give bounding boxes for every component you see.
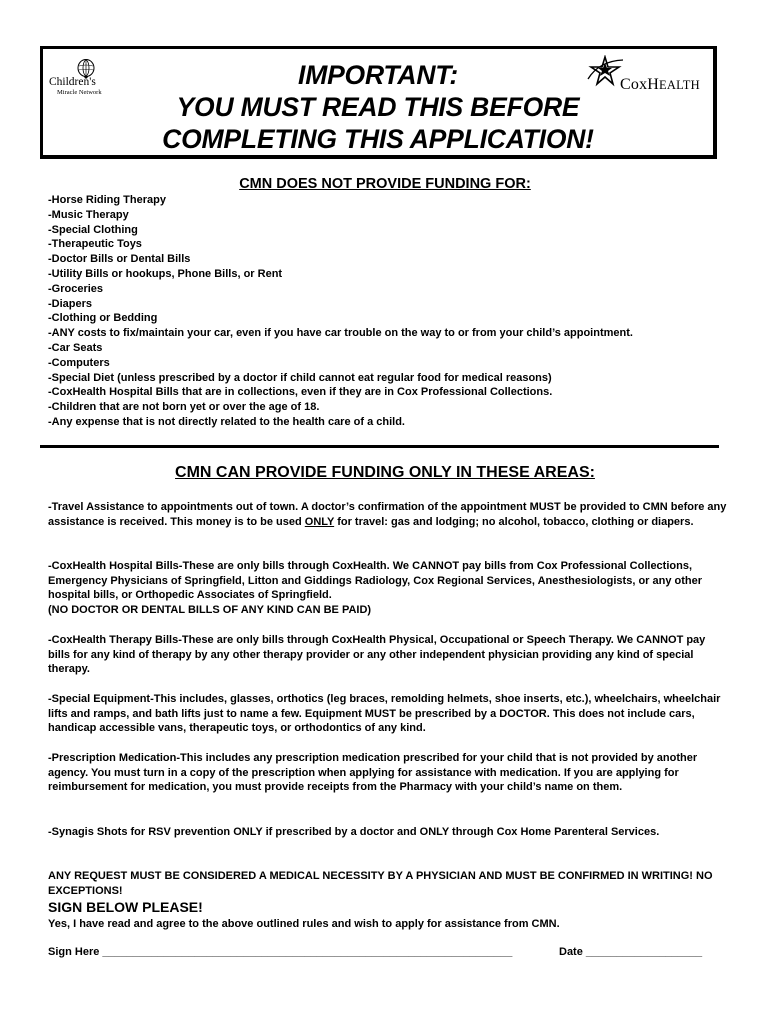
cox-text-part1: Cox [620, 76, 648, 93]
travel-only-emphasis: ONLY [304, 515, 335, 528]
title-line-3: COMPLETING THIS APPLICATION! [162, 124, 594, 154]
signature-row [48, 946, 512, 958]
hospital-note: (NO DOCTOR OR DENTAL BILLS OF ANY KIND CAN BE PAID) [48, 604, 372, 617]
title-line-2: YOU MUST READ THIS BEFORE [176, 92, 580, 122]
not-funded-item: -CoxHealth Hospital Bills that are in collections, even if they are in Cox Professional Collections. [48, 386, 553, 399]
agreement-statement: Yes, I have read and agree to the above outlined rules and wish to apply for assistance from CMN. [48, 918, 560, 930]
not-funded-item: -Car Seats [48, 341, 103, 354]
cox-text-part3: EALTH [659, 78, 700, 92]
travel-text-a: -Travel Assistance to appointments out of town. A doctor’s confirmation of the appointment MUST be provided to CMN before any assistance is received. This money is to be used [48, 501, 727, 528]
not-funded-item: -Therapeutic Toys [48, 238, 142, 251]
hospital-bills-paragraph [48, 559, 728, 618]
cox-text-part2: H [647, 76, 660, 93]
not-funded-item: -Diapers [48, 297, 93, 310]
coxhealth-logo-text [620, 76, 700, 94]
not-funded-item: -Special Diet (unless prescribed by a doctor if child cannot eat regular food for medical reasons) [48, 371, 552, 384]
date-field[interactable]: ___________________ [585, 946, 703, 958]
signature-field[interactable]: ___________________________________________________________________ [102, 946, 513, 958]
cmn-logo-sub: Miracle Network [57, 89, 102, 96]
section-not-funded-heading: CMN DOES NOT PROVIDE FUNDING FOR: [239, 176, 531, 192]
not-funded-list [48, 193, 633, 430]
not-funded-item: -Computers [48, 356, 110, 369]
special-equipment-paragraph: -Special Equipment-This includes, glasses, orthotics (leg braces, remolding helmets, shoe inserts, etc.), wheelchairs, wheelchair lifts and ramps, and bath lifts just to name a few. Equipment MUST be prescribed by a DOCTOR. This does not include cars, handicap accessible vans, therapeutic toys, or orthodontics of any kind. [48, 693, 721, 735]
section-divider [40, 445, 719, 448]
medical-necessity-notice: ANY REQUEST MUST BE CONSIDERED A MEDICAL NECESSITY BY A PHYSICIAN AND MUST BE CONFIRMED IN WRITING! NO EXCEPTIONS! [48, 870, 713, 897]
therapy-bills-paragraph: -CoxHealth Therapy Bills-These are only bills through CoxHealth Physical, Occupational or Speech Therapy. We CANNOT pay bills for any kind of therapy by any other therapy provider or any other independent physician providing any kind of special therapy. [48, 634, 706, 676]
hospital-text: -CoxHealth Hospital Bills-These are only bills through CoxHealth. We CANNOT pay bills from Cox Professional Collections, Emergency Physicians of Springfield, Litton and Giddings Radiology, Cox Regional Services, Anesthesiologists, or any other hospital bills, or Orthopedic Associates of Springfield. [48, 560, 703, 602]
not-funded-item: -ANY costs to fix/maintain your car, even if you have car trouble on the way to or from your child’s appointment. [48, 327, 633, 340]
not-funded-item: -Doctor Bills or Dental Bills [48, 253, 191, 266]
section-funded-heading: CMN CAN PROVIDE FUNDING ONLY IN THESE AREAS: [175, 464, 595, 481]
prescription-medication-paragraph: -Prescription Medication-This includes any prescription medication prescribed for your child that is not provided by another agency. You must turn in a copy of the prescription when applying for assistance with medication. If you are applying for reimbursement for medication, you must provide receipts from the Pharmacy with your child’s name on them. [48, 752, 698, 794]
not-funded-item: -Special Clothing [48, 223, 138, 236]
coxhealth-logo [583, 55, 713, 95]
sign-below-heading: SIGN BELOW PLEASE! [48, 899, 203, 915]
not-funded-item: -Clothing or Bedding [48, 312, 158, 325]
not-funded-item: -Utility Bills or hookups, Phone Bills, or Rent [48, 267, 283, 280]
sign-here-label: Sign Here [48, 946, 100, 958]
cmn-logo-name: Children's [49, 76, 96, 88]
not-funded-item: -Any expense that is not directly related to the health care of a child. [48, 415, 405, 428]
not-funded-item: -Children that are not born yet or over the age of 18. [48, 401, 320, 414]
not-funded-item: -Groceries [48, 282, 104, 295]
travel-text-b: for travel: gas and lodging; no alcohol, tobacco, clothing or diapers. [334, 515, 694, 528]
header-banner [40, 46, 717, 159]
date-row [559, 946, 702, 958]
travel-assistance-paragraph [48, 500, 728, 529]
title-line-1: IMPORTANT: [298, 60, 458, 90]
synagis-paragraph: -Synagis Shots for RSV prevention ONLY if prescribed by a doctor and ONLY through Cox Home Parenteral Services. [48, 826, 660, 838]
date-label: Date [559, 946, 583, 958]
not-funded-item: -Horse Riding Therapy [48, 194, 166, 206]
not-funded-item: -Music Therapy [48, 208, 129, 221]
